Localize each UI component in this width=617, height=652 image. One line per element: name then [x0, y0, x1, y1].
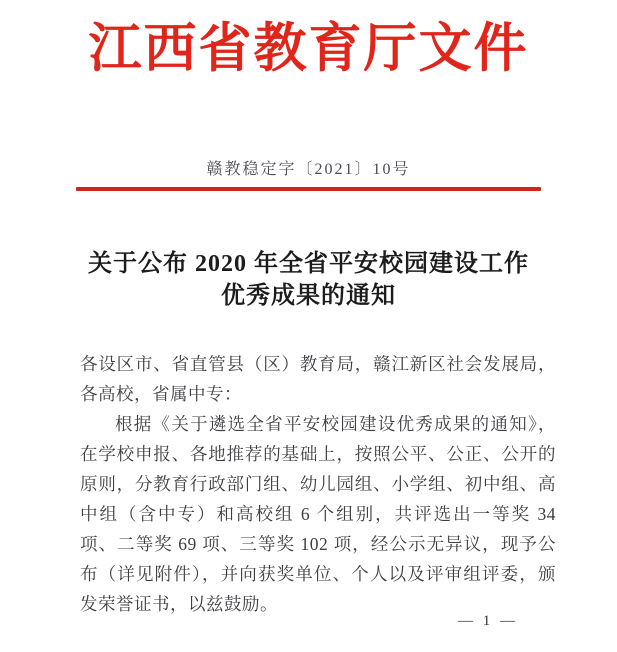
document-body [80, 349, 556, 619]
salutation: 各设区市、省直管县（区）教育局，赣江新区社会发展局，各高校，省属中专： [80, 354, 556, 404]
agency-title: 江西省教育厅文件 [88, 20, 529, 78]
red-divider-line [76, 187, 541, 191]
body-paragraph: 根据《关于遴选全省平安校园建设优秀成果的通知》，在学校申报、各地推荐的基础上，按照公平、公正、公开的原则，分教育行政部门组、幼儿园组、小学组、初中组、高中组（含中专）和高校组 6 个组别，共评选出一等奖 34 项、二等奖 69 项、三等奖 102 项，经公示无异议，现予公布（详见附件），并向获奖单位、个人以及评审组评委，颁发荣誉证书，以兹鼓励。 [80, 414, 556, 614]
document-title-line2: 优秀成果的通知 [221, 283, 396, 309]
page-number: — 1 — [458, 613, 518, 629]
document-number: 赣教稳定字〔2021〕10号 [206, 161, 411, 178]
document-title [0, 248, 617, 312]
document-title-line1: 关于公布 2020 年全省平安校园建设工作 [88, 251, 529, 277]
